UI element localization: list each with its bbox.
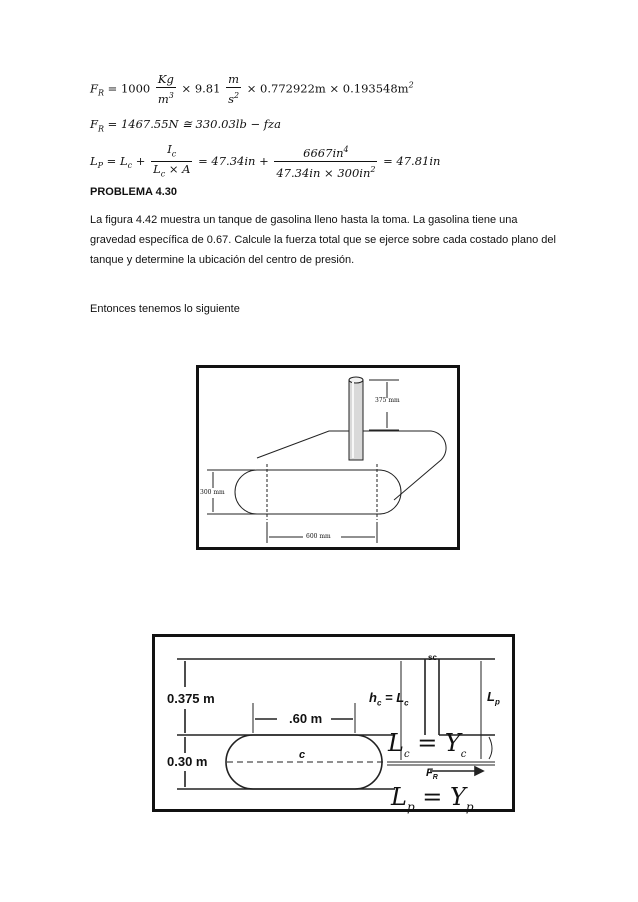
dim-label-600: 600 mm [306,533,331,540]
eq3-frac2-den: $47.34in \times 300in^2$ [276,165,376,181]
eq3-fraction-ic [151,142,192,182]
eq3-plus: + [132,153,150,168]
equation-force-2 [90,117,281,133]
eq3-frac1-num: $I_c$ [151,142,192,162]
eq2-rest: = 1467.55N ≅ 330.03lb − fza [104,117,281,131]
eq2-lhs-sub: R [97,124,105,134]
eq1-frac2-den: $s^2$ [228,91,240,106]
label-0375-m: 0.375 m [167,691,215,706]
eq1-frac1-num: Kg [156,72,176,88]
label-lp: $L_p$ [487,689,500,707]
eq1-lhs: F [90,81,98,96]
eq1-frac1-den: $m^3$ [157,91,174,106]
dim-label-300: 300 mm [200,489,225,496]
problem-statement: La figura 4.42 muestra un tanque de gasolina lleno hasta la toma. La gasolina tiene una gravedad específica de 0.67. Calcule la fuerza total que se ejerce sobre cada costado plano del tanque y determine la ubicación del centro de presión. [90,214,556,266]
label-lc-equals-yc: $L_c = Y_c$ [388,729,467,760]
equation-force-1 [90,72,414,107]
eq1-term-exp: 2 [408,80,414,90]
tank-isometric-drawing [199,368,457,547]
problem-heading: PROBLEMA 4.30 [90,186,178,198]
label-lp-equals-yp: $L_p = Y_p$ [391,783,474,814]
label-030-m: 0.30 m [167,754,208,769]
eq3-lhs: L [90,153,98,168]
eq3-lc-sub: c [127,161,133,171]
dim-label-375: 375 mm [375,397,400,404]
label-centroid-c: c [299,749,306,761]
eq2-lhs: F [90,117,98,131]
label-060-m: .60 m [289,711,323,726]
eq3-mid: = 47.34in + [198,153,273,168]
figure-tank-isometric [196,365,460,550]
eq1-term-rest: × 0.772922m × 0.193548m [246,81,409,96]
eq3-frac2-num: $6667in^4$ [274,142,377,162]
label-top-sc: sc [428,653,437,662]
figure-tank-section [152,634,515,812]
equation-center-pressure [90,142,440,182]
label-hc-equals-lc: $h_c = L_c$ [369,690,409,708]
eq3-fraction-values [274,142,377,181]
eq1-frac2-num: m [226,72,241,88]
intro-text: Entonces tenemos lo siguiente [90,303,240,315]
eq3-frac1-den: $L_c \times A$ [153,162,191,179]
eq3-result: = 47.81in [383,153,441,168]
eq1-equals: = 1000 [104,81,151,96]
eq1-lhs-sub: R [97,88,105,98]
eq3-equals-lc: = L [103,153,128,168]
eq1-term-gravity: × 9.81 [181,81,221,96]
label-resultant-force: $F_R$ [426,767,438,782]
eq3-lhs-sub: P [97,161,104,171]
eq1-fraction-accel [226,72,241,107]
eq1-fraction-density [156,72,176,107]
